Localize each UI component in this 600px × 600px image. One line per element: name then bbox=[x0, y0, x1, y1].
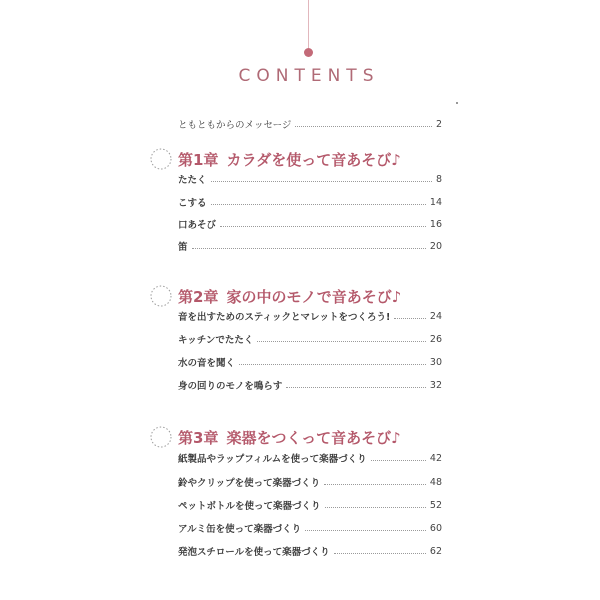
toc-row[interactable] bbox=[178, 171, 442, 187]
dot-leader bbox=[334, 553, 426, 554]
toc-label: 口あそび bbox=[178, 220, 217, 231]
chapter-heading-2 bbox=[178, 283, 401, 309]
toc-label: 発泡スチロールを使って楽器づくり bbox=[178, 547, 330, 558]
toc-label: ペットボトルを使って楽器づくり bbox=[178, 501, 321, 512]
chapter-heading-3 bbox=[178, 424, 401, 450]
dot-leader bbox=[257, 341, 426, 342]
dot-leader bbox=[211, 204, 426, 205]
chapter-number: 第2章 bbox=[178, 287, 219, 306]
dot-leader bbox=[394, 318, 426, 319]
dot-leader bbox=[192, 248, 426, 249]
toc-row[interactable] bbox=[178, 331, 442, 347]
toc-row[interactable] bbox=[178, 520, 442, 536]
dot-leader bbox=[286, 387, 426, 388]
toc-label: キッチンでたたく bbox=[178, 335, 254, 346]
toc-row[interactable] bbox=[178, 543, 442, 559]
toc-row[interactable] bbox=[178, 238, 442, 254]
dot-leader bbox=[295, 126, 432, 127]
page-title: CONTENTS bbox=[238, 66, 380, 86]
toc-label: 音を出すためのスティックとマレットをつくろう! bbox=[178, 312, 391, 323]
toc-row[interactable] bbox=[178, 216, 442, 232]
chapter-title: カラダを使って音あそび♪ bbox=[226, 150, 401, 169]
toc-page: 14 bbox=[429, 196, 442, 208]
hanging-dot-icon bbox=[304, 48, 313, 57]
dot-leader bbox=[211, 181, 432, 182]
toc-page: 2 bbox=[435, 118, 442, 130]
toc-page: 62 bbox=[429, 545, 442, 557]
dotted-circle-icon bbox=[148, 283, 174, 309]
toc-label: 水の音を聞く bbox=[178, 358, 236, 369]
dotted-circle-icon bbox=[148, 146, 174, 172]
toc-label: ともともからのメッセージ bbox=[178, 120, 292, 131]
dotted-circle-icon bbox=[148, 424, 174, 450]
toc-row[interactable] bbox=[178, 377, 442, 393]
toc-page: 48 bbox=[429, 476, 442, 488]
toc-page: 32 bbox=[429, 379, 442, 391]
dot-leader bbox=[239, 364, 426, 365]
dot-leader bbox=[220, 226, 426, 227]
toc-row[interactable] bbox=[178, 308, 442, 324]
toc-row[interactable] bbox=[178, 497, 442, 513]
toc-page: 60 bbox=[429, 522, 442, 534]
dot-leader bbox=[325, 507, 426, 508]
toc-page: 24 bbox=[429, 310, 442, 322]
chapter-number: 第1章 bbox=[178, 150, 219, 169]
toc-label: 身の回りのモノを鳴らす bbox=[178, 381, 283, 392]
toc-label: こする bbox=[178, 198, 207, 209]
chapter-heading-1 bbox=[178, 146, 401, 172]
toc-page: 16 bbox=[429, 218, 442, 230]
toc-label: 笛 bbox=[178, 242, 188, 253]
toc-label: アルミ缶を使って楽器づくり bbox=[178, 524, 302, 535]
toc-row-intro[interactable] bbox=[178, 116, 442, 132]
toc-page: 20 bbox=[429, 240, 442, 252]
toc-page: 52 bbox=[429, 499, 442, 511]
toc-row[interactable] bbox=[178, 354, 442, 370]
toc-label: 紙製品やラップフィルムを使って楽器づくり bbox=[178, 454, 367, 465]
chapter-title: 家の中のモノで音あそび♪ bbox=[226, 287, 402, 306]
toc-page: 30 bbox=[429, 356, 442, 368]
dot-leader bbox=[324, 484, 426, 485]
toc-row[interactable] bbox=[178, 194, 442, 210]
chapter-number: 第3章 bbox=[178, 428, 219, 447]
toc-page: 42 bbox=[429, 452, 442, 464]
toc-page: 26 bbox=[429, 333, 442, 345]
dot-leader bbox=[371, 460, 426, 461]
chapter-title: 楽器をつくって音あそび♪ bbox=[226, 428, 401, 447]
toc-label: たたく bbox=[178, 175, 207, 186]
hanging-line bbox=[308, 0, 309, 48]
toc-row[interactable] bbox=[178, 474, 442, 490]
dot-leader bbox=[305, 530, 426, 531]
toc-label: 鈴やクリップを使って楽器づくり bbox=[178, 478, 321, 489]
decorative-speck bbox=[456, 102, 458, 104]
toc-page: 8 bbox=[435, 173, 442, 185]
toc-row[interactable] bbox=[178, 450, 442, 466]
